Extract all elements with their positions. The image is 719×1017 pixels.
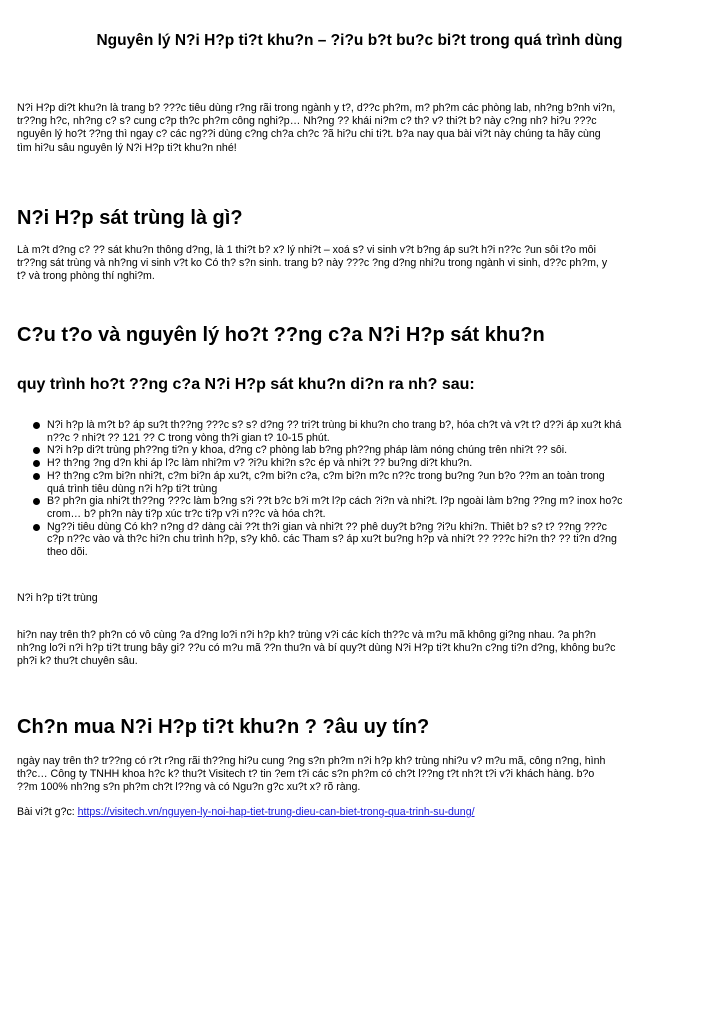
- bullet-dot-icon: [33, 460, 40, 467]
- section1-body: Là m?t d?ng c? ?? sát khu?n thông d?ng, là 1 thi?t b? x? lý nhi?t – xoá s? vi sinh v?t b?ng áp su?t h?i n??c ?un sôi t?o môi tr??ng sát trùng và nh?ng vi sinh v?t ko Có th? s?n sinh. trang b? này ???c ?ng d?ng nhi?u trong ngành vi sinh, d??c ph?m, y t? và trong phòng thí nghi?m.: [17, 244, 608, 283]
- list-item: [30, 495, 708, 520]
- list-item-text: B? ph?n gia nhi?t th??ng ???c làm b?ng s?i ??t b?c b?i m?t l?p cách ?i?n và nhi?t. l?p ngoài làm b?ng ??ng m? inox ho?c crom… b? ph?n này ti?p xúc tr?c ti?p v?i n??c và hóa ch?t.: [47, 495, 623, 520]
- source-label: Bài vi?t g?c:: [17, 806, 78, 818]
- list-item: [30, 521, 708, 559]
- intro-paragraph: N?i H?p di?t khu?n là trang b? ???c tiêu dùng r?ng rãi trong ngành y t?, d??c ph?m, m? ph?m các phòng lab, nh?ng b?nh vi?n, tr??ng h?c, nh?ng c? s? cung c?p th?c ph?m công nghi?p… Nh?ng ?? khái ni?m c? th? v? thi?t b? này c?ng nh? hi?u ???c nguyên lý ho?t ??ng thì ngay c? các ng??i dùng c?ng ch?a ch?c ?ã hi?u chi ti?t. b?a nay qua bài vi?t này chúng ta hãy cùng tìm hi?u sâu nguyên lý N?i H?p ti?t khu?n nhé!: [17, 102, 616, 154]
- section3-body: ngày nay trên th? tr??ng có r?t r?ng rãi th??ng hi?u cung ?ng s?n ph?m n?i h?p kh? trùng nhi?u v? m?u mã, công n?ng, hình th?c… Công ty TNHH khoa h?c k? thu?t Visitech t? tin ?em t?i các s?n ph?m có ch?t l??ng t?t nh?t t?i v?i khách hàng. b?o ??m 100% nh?ng s?n ph?m ch?t l??ng và có Ngu?n g?c xu?t x? rõ ràng.: [17, 755, 606, 794]
- list-item-text: H? th?ng c?m bi?n nhi?t, c?m bi?n áp xu?t, c?m bi?n c?a, c?m bi?n m?c n??c trong bu?ng ?un b?o ??m an toàn trong quá trình tiêu dùng n?i h?p ti?t trùng: [47, 469, 605, 495]
- source-link[interactable]: https://visitech.vn/nguyen-ly-noi-hap-tiet-trung-dieu-can-biet-trong-qua-trinh-su-dung/: [77, 806, 475, 818]
- bullet-dot-icon: [33, 473, 40, 480]
- bullet-dot-icon: [33, 524, 40, 531]
- paragraph-2: hi?n nay trên th? ph?n có vô cùng ?a d?ng lo?i n?i h?p kh? trùng v?i các kích th??c và m?u mã không gi?ng nhau. ?a ph?n nh?ng lo?i n?i h?p ti?t trung bây gi? ??u có m?u mã ??n thu?n và bí quy?t dùng N?i H?p ti?t khu?n c?ng ti?n d?ng, không bu?c ph?i k? thu?t chuyên sâu.: [17, 629, 616, 668]
- section3-heading: Ch?n mua N?i H?p ti?t khu?n ? ?âu uy tín?: [17, 716, 430, 738]
- list-item: [30, 419, 708, 444]
- image-caption: N?i h?p ti?t trùng: [17, 592, 98, 604]
- list-item-text: Ng??i tiêu dùng Có kh? n?ng d? dàng cài ??t th?i gian và nhi?t ?? phê duy?t b?ng ?i?u khi?n. Thiêt b? s? t? ??ng ???c c?p n??c vào và th?c hi?n chu trình h?p, s?y khô. các Tham s? áp xu?t bu?ng h?p và nhi?t ?? ???c hi?n th? ?? ti?n d?ng theo dõi.: [47, 520, 617, 559]
- list-item-text: N?i h?p là m?t b? áp su?t th??ng ???c s? s? d?ng ?? tri?t trùng bi khu?n cho trang b?, hóa ch?t và v?t t? d??i áp xu?t khá n??c ? nhi?t ?? 121 ?? C trong vòng th?i gian t? 10-15 phút.: [47, 419, 622, 444]
- bullet-dot-icon: [33, 447, 40, 454]
- bullet-dot-icon: [33, 498, 40, 505]
- list-item: [30, 457, 708, 470]
- bullet-dot-icon: [33, 422, 40, 429]
- process-bullet-list: [30, 419, 708, 559]
- list-item: [30, 470, 708, 495]
- list-item-text: N?i h?p di?t trùng ph??ng ti?n y khoa, d?ng c? phòng lab b?ng ph??ng pháp làm nóng chúng trên nhi?t ?? sôi.: [47, 444, 568, 457]
- list-item-text: H? th?ng ?ng d?n khi áp l?c làm nhi?m v? ?i?u khi?n s?c ép và nhi?t ?? bu?ng di?t khu?n.: [47, 457, 473, 470]
- section2-subheading: quy trình ho?t ??ng c?a N?i H?p sát khu?n di?n ra nh? sau:: [17, 376, 475, 393]
- source-line: [17, 806, 475, 818]
- list-item: [30, 444, 708, 457]
- section2-heading: C?u t?o và nguyên lý ho?t ??ng c?a N?i H?p sát khu?n: [17, 324, 545, 346]
- document-title: Nguyên lý N?i H?p ti?t khu?n – ?i?u b?t bu?c bi?t trong quá trình dùng: [96, 32, 623, 49]
- section1-heading: N?i H?p sát trùng là gì?: [17, 207, 243, 229]
